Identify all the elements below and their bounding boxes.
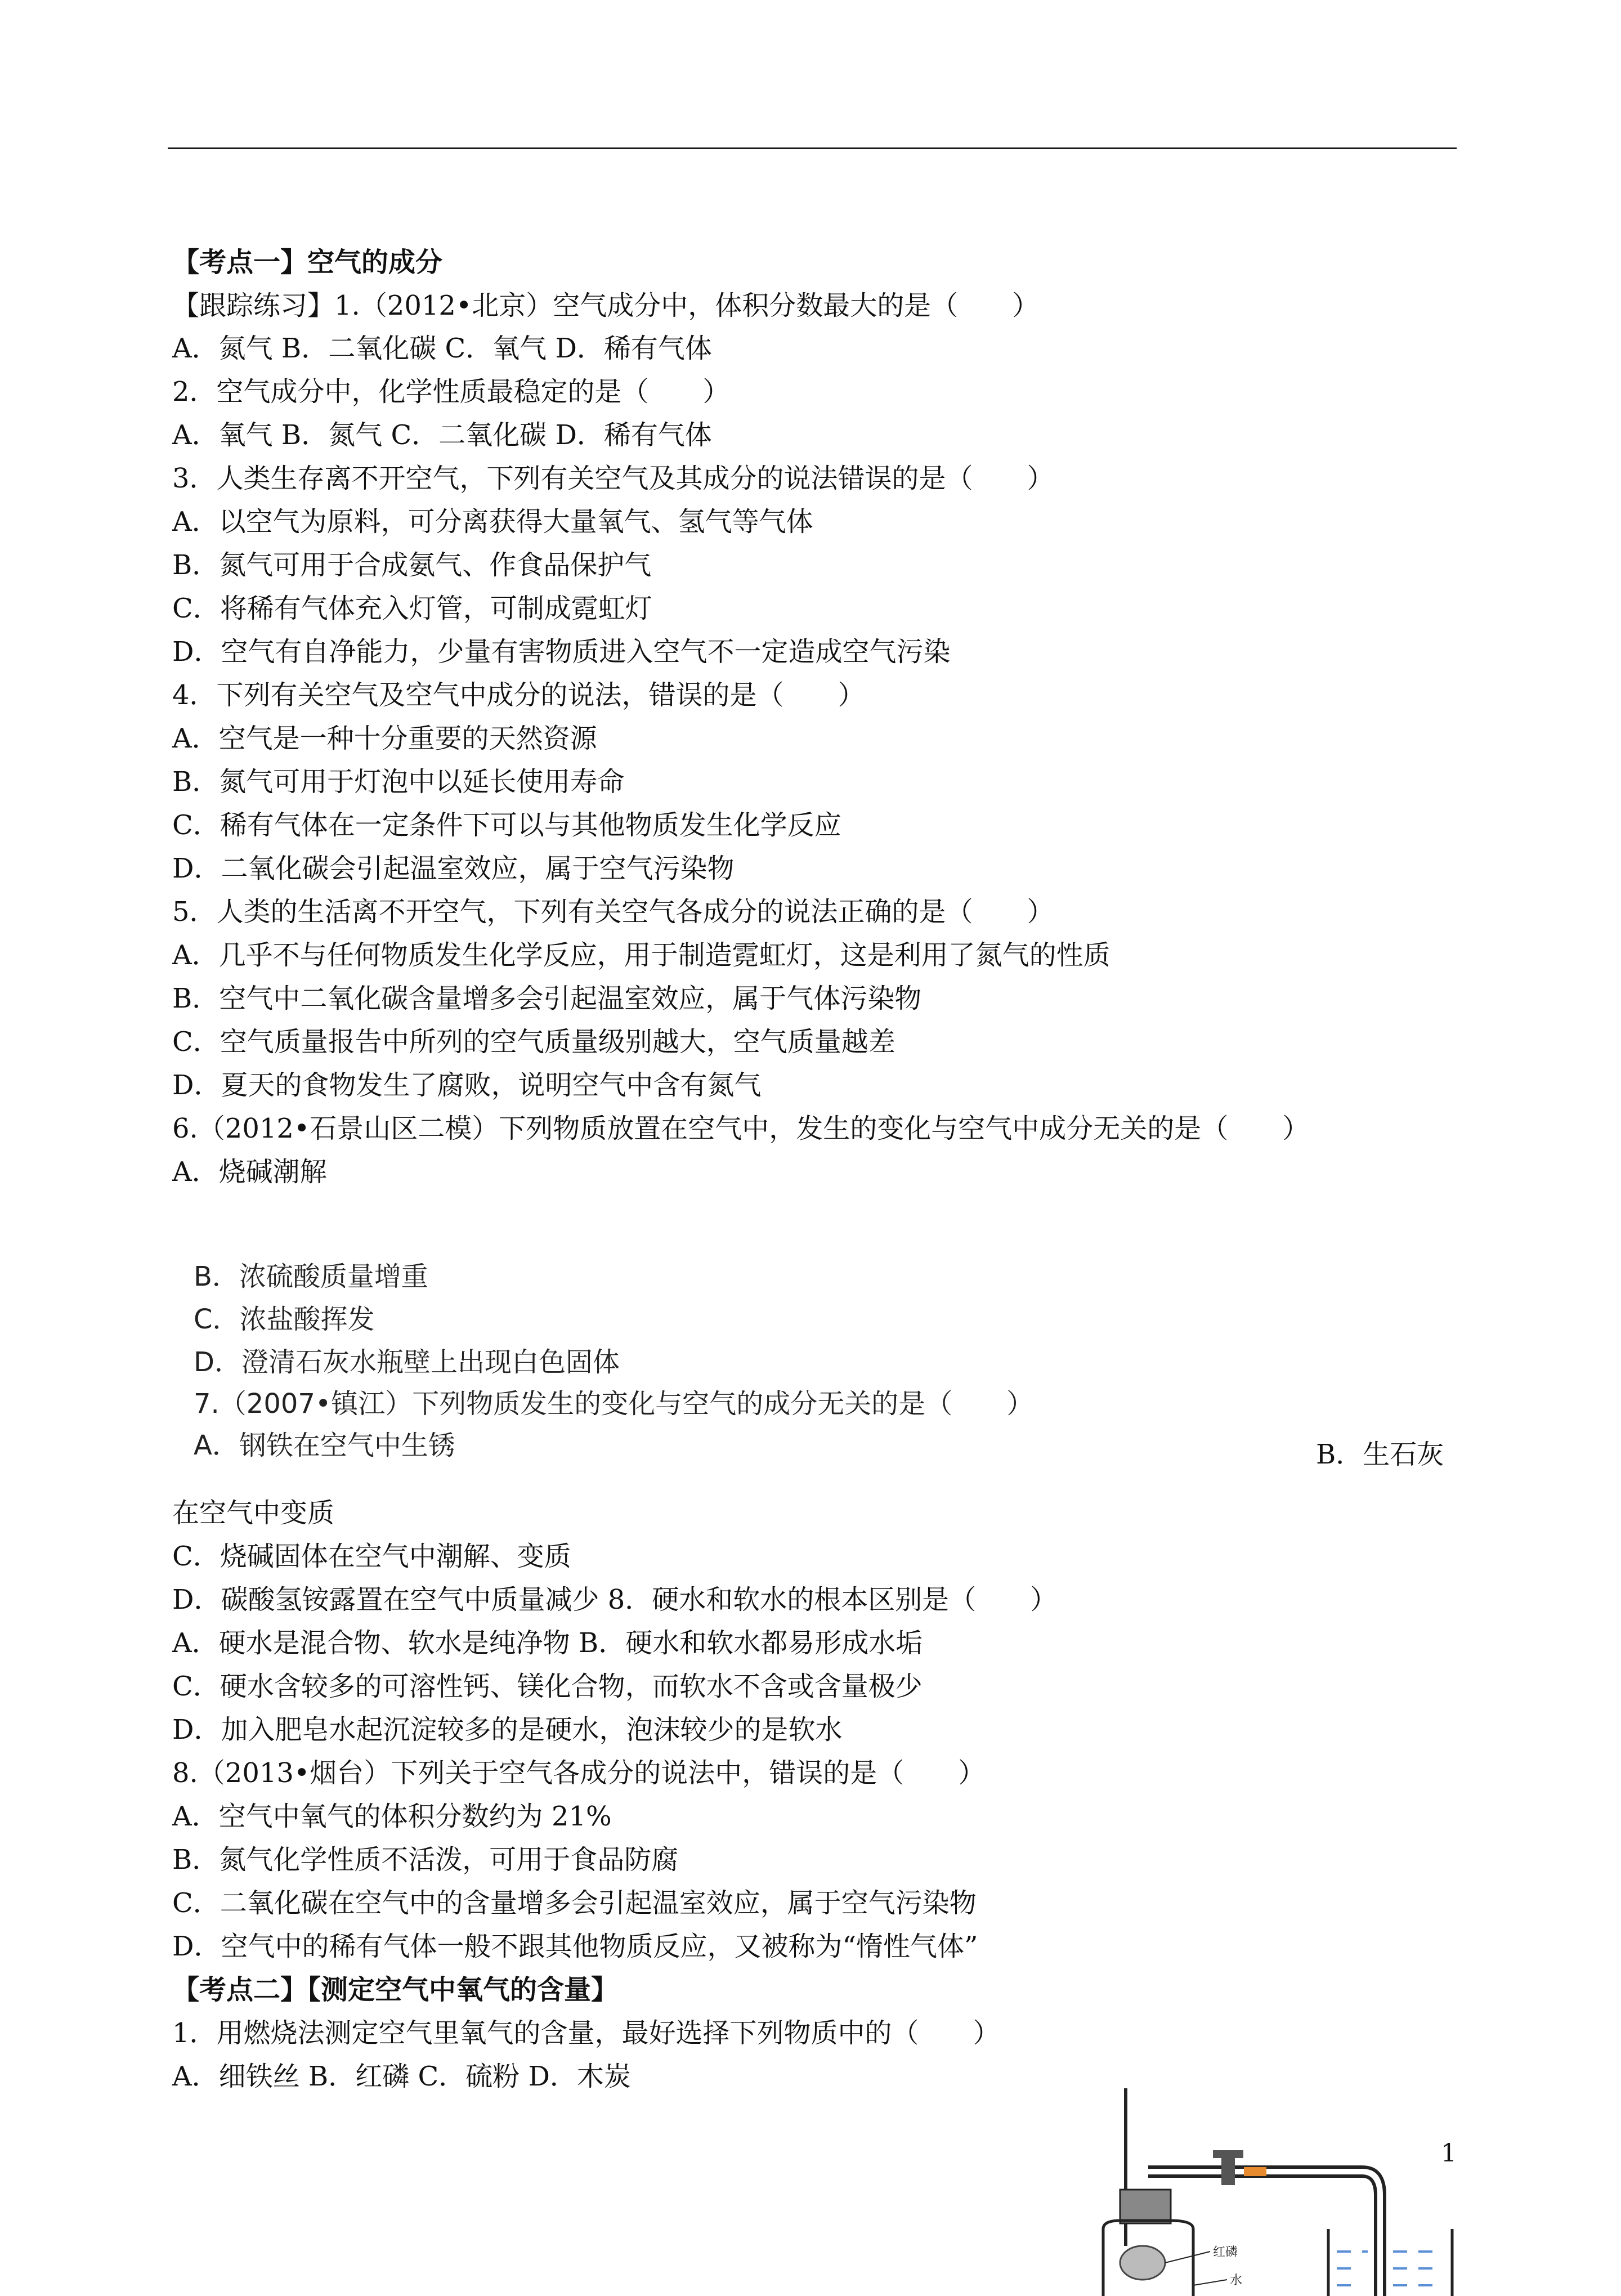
section2-question-1-options: A．细铁丝 B．红磷 C．硫粉 D．木炭 [172,2061,631,2092]
question-3-option-c: C．将稀有气体充入灯管，可制成霓虹灯 [172,593,652,624]
header-rule [168,147,1457,149]
section-heading-1: 【考点一】空气的成分 [172,247,443,278]
question-1-options: A．氮气 B．二氧化碳 C．氧气 D．稀有气体 [172,333,712,364]
question-7-option-a: A．钢铁在空气中生锈 [194,1430,455,1461]
hardwater-option-a: A．硬水是混合物、软水是纯净物 B．硬水和软水都易形成水垢 [172,1627,923,1659]
red-phosphorus-label: 红磷 [1213,2245,1238,2259]
question-6-option-a: A．烧碱潮解 [172,1156,327,1188]
question-7-option-b-continued: 在空气中变质 [172,1497,335,1529]
hardwater-option-c: C．硬水含较多的可溶性钙、镁化合物，而软水不含或含量极少 [172,1671,923,1702]
question-1-stem: 【跟踪练习】1.（2012•北京）空气成分中，体积分数最大的是（ ） [172,290,1040,321]
question-5-option-b: B．空气中二氧化碳含量增多会引起温室效应，属于气体污染物 [172,983,922,1014]
section-heading-2: 【考点二】【测定空气中氧气的含量】 [172,1974,619,2006]
question-4-option-c: C．稀有气体在一定条件下可以与其他物质发生化学反应 [172,809,841,841]
question-7-option-b: B．生石灰 [1316,1439,1444,1470]
question-3-option-a: A．以空气为原料，可分离获得大量氧气、氢气等气体 [172,506,813,538]
question-4-option-a: A．空气是一种十分重要的天然资源 [172,723,597,754]
question-7-stem: 7.（2007•镇江）下列物质发生的变化与空气的成分无关的是（ ） [194,1388,1034,1420]
hardwater-option-d: D．加入肥皂水起沉淀较多的是硬水，泡沫较少的是软水 [172,1714,843,1746]
page-number: 1 [1441,2139,1457,2168]
question-6-stem: 6.（2012•石景山区二模）下列物质放置在空气中，发生的变化与空气中成分无关的是（ ） [172,1113,1310,1144]
question-6-option-d: D．澄清石灰水瓶壁上出现白色固体 [194,1346,620,1378]
question-5-option-d: D．夏天的食物发生了腐败，说明空气中含有氮气 [172,1069,762,1101]
question-7-option-d: D．碳酸氢铵露置在空气中质量减少 8．硬水和软水的根本区别是（ ） [172,1584,1058,1615]
question-8-option-a: A．空气中氧气的体积分数约为 21% [172,1801,612,1832]
question-4-option-b: B．氮气可用于灯泡中以延长使用寿命 [172,766,625,798]
question-4-option-d: D．二氧化碳会引起温室效应，属于空气污染物 [172,853,735,884]
question-4-stem: 4．下列有关空气及空气中成分的说法，错误的是（ ） [172,679,865,711]
question-6-option-c: C．浓盐酸挥发 [194,1304,375,1335]
question-3-stem: 3．人类生存离不开空气，下列有关空气及其成分的说法错误的是（ ） [172,463,1054,494]
question-8-stem: 8.（2013•烟台）下列关于空气各成分的说法中，错误的是（ ） [172,1757,986,1789]
question-5-option-a: A．几乎不与任何物质发生化学反应，用于制造霓虹灯，这是利用了氮气的性质 [172,939,1110,971]
question-8-option-d: D．空气中的稀有气体一般不跟其他物质反应，又被称为“惰性气体” [172,1931,978,1962]
question-2-options: A．氧气 B．氮气 C．二氧化碳 D．稀有气体 [172,419,712,451]
question-2-stem: 2．空气成分中，化学性质最稳定的是（ ） [172,376,730,408]
question-8-option-c: C．二氧化碳在空气中的含量增多会引起温室效应，属于空气污染物 [172,1887,977,1919]
question-6-option-b: B．浓硫酸质量增重 [194,1261,428,1292]
question-3-option-d: D．空气有自净能力，少量有害物质进入空气不一定造成空气污染 [172,636,951,668]
oxygen-measurement-apparatus-figure [1081,2083,1520,2296]
question-7-option-c: C．烧碱固体在空气中潮解、变质 [172,1541,571,1572]
question-5-stem: 5．人类的生活离不开空气，下列有关空气各成分的说法正确的是（ ） [172,896,1054,928]
question-8-option-b: B．氮气化学性质不活泼，可用于食品防腐 [172,1844,679,1876]
section2-question-1-stem: 1．用燃烧法测定空气里氧气的含量，最好选择下列物质中的（ ） [172,2017,1000,2049]
question-3-option-b: B．氮气可用于合成氨气、作食品保护气 [172,549,652,581]
water-label: 水 [1230,2273,1243,2288]
question-5-option-c: C．空气质量报告中所列的空气质量级别越大，空气质量越差 [172,1026,895,1058]
